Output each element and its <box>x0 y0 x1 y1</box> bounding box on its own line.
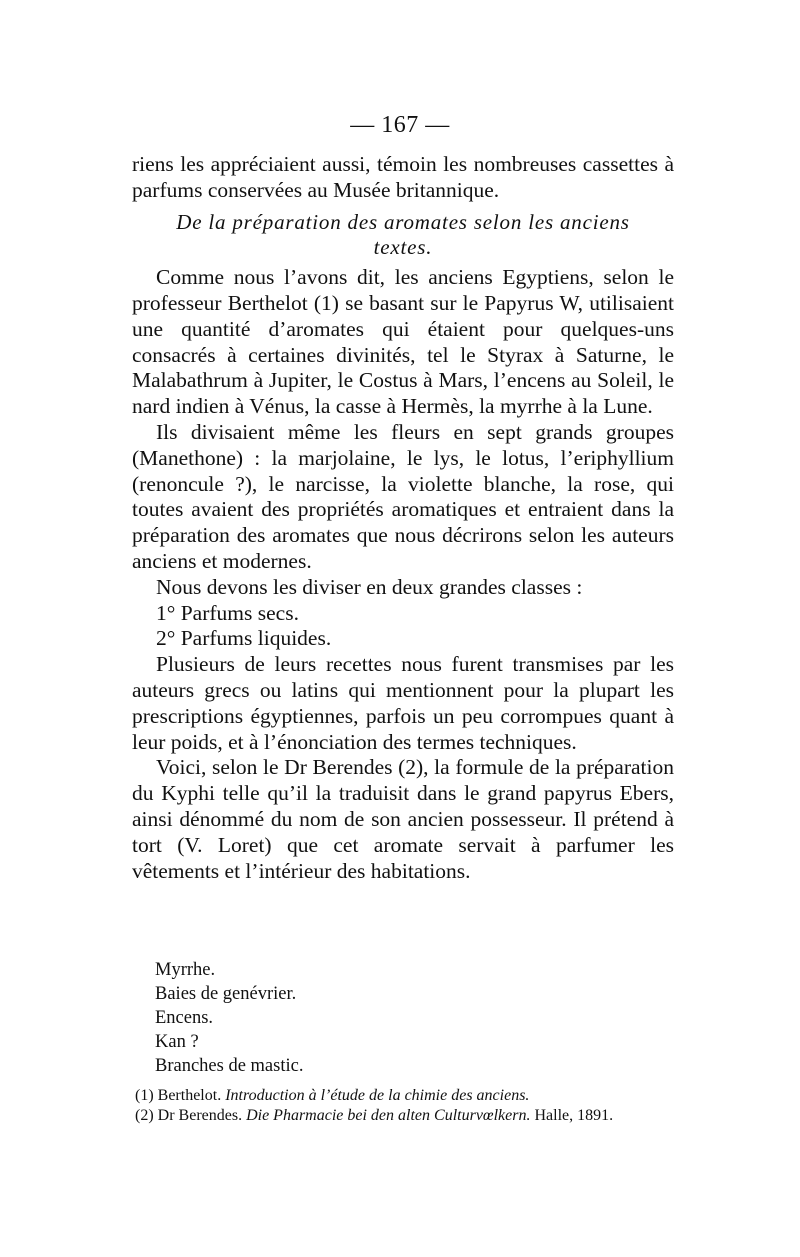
footnote-author: Berthelot. <box>157 1087 222 1104</box>
list-item: Myrrhe. <box>155 960 216 980</box>
paragraph: riens les appréciaient aussi, témoin les nombreuses cassettes à parfums conservées au Musée britannique. <box>132 152 674 202</box>
footnote <box>135 1086 680 1106</box>
footnote-title: Die Pharmacie bei den alten Culturvœlkern. <box>246 1107 531 1124</box>
paragraph: 1° Parfums secs. <box>156 600 299 625</box>
main-text <box>132 152 674 884</box>
ingredient-list <box>155 958 303 1078</box>
paragraph: Plusieurs de leurs recettes nous furent transmises par les auteurs grecs ou latins qui mentionnent pour la plupart les prescriptions égyptiennes, parfois un peu corrompues quant à leur poids, et à l’énonciation des termes techniques. <box>132 652 674 754</box>
footnote-marker: (1) <box>135 1087 154 1104</box>
footnotes <box>135 1086 680 1126</box>
list-item: Baies de genévrier. <box>155 984 297 1004</box>
page-number: — 167 — <box>350 112 450 138</box>
paragraph: Nous devons les diviser en deux grandes classes : <box>156 574 583 599</box>
paragraph: Ils divisaient même les fleurs en sept grands groupes (Manethone) : la marjolaine, le lys, le lotus, l’eriphyllium (renoncule ?), le narcisse, la violette blanche, la rose, qui toutes avaient des propriétés aromatiques et entraient dans la préparation des aromates que nous décrirons selon les auteurs anciens et modernes. <box>132 419 674 573</box>
footnote-tail: Halle, 1891. <box>534 1107 614 1124</box>
list-item: Branches de mastic. <box>155 1056 304 1076</box>
footnote-marker: (2) <box>135 1107 154 1124</box>
list-item: Encens. <box>155 1008 214 1028</box>
footnote-author: Dr Berendes. <box>157 1107 243 1124</box>
footnote <box>135 1106 680 1126</box>
paragraph: Voici, selon le Dr Berendes (2), la formule de la préparation du Kyphi telle qu’il la traduisit dans le grand papyrus Ebers, ainsi dénommé du nom de son ancien possesseur. Il prétend à tort (V. Loret) que cet aromate servait à parfumer les vêtements et l’intérieur des habitations. <box>132 755 674 883</box>
section-heading: De la préparation des aromates selon les anciens textes. <box>176 209 630 260</box>
paragraph: Comme nous l’avons dit, les anciens Egyptiens, selon le professeur Berthelot (1) se basant sur le Papyrus W, utilisaient une quantité d’aromates qui étaient pour quelques-uns consacrés à certaines divinités, tel le Styrax à Saturne, le Malabathrum à Jupiter, le Costus à Mars, l’encens au Soleil, le nard indien à Vénus, la casse à Hermès, la myrrhe à la Lune. <box>132 265 674 419</box>
list-item: Kan ? <box>155 1032 199 1052</box>
paragraph: 2° Parfums liquides. <box>156 626 332 651</box>
footnote-title: Introduction à l’étude de la chimie des anciens. <box>225 1087 530 1104</box>
